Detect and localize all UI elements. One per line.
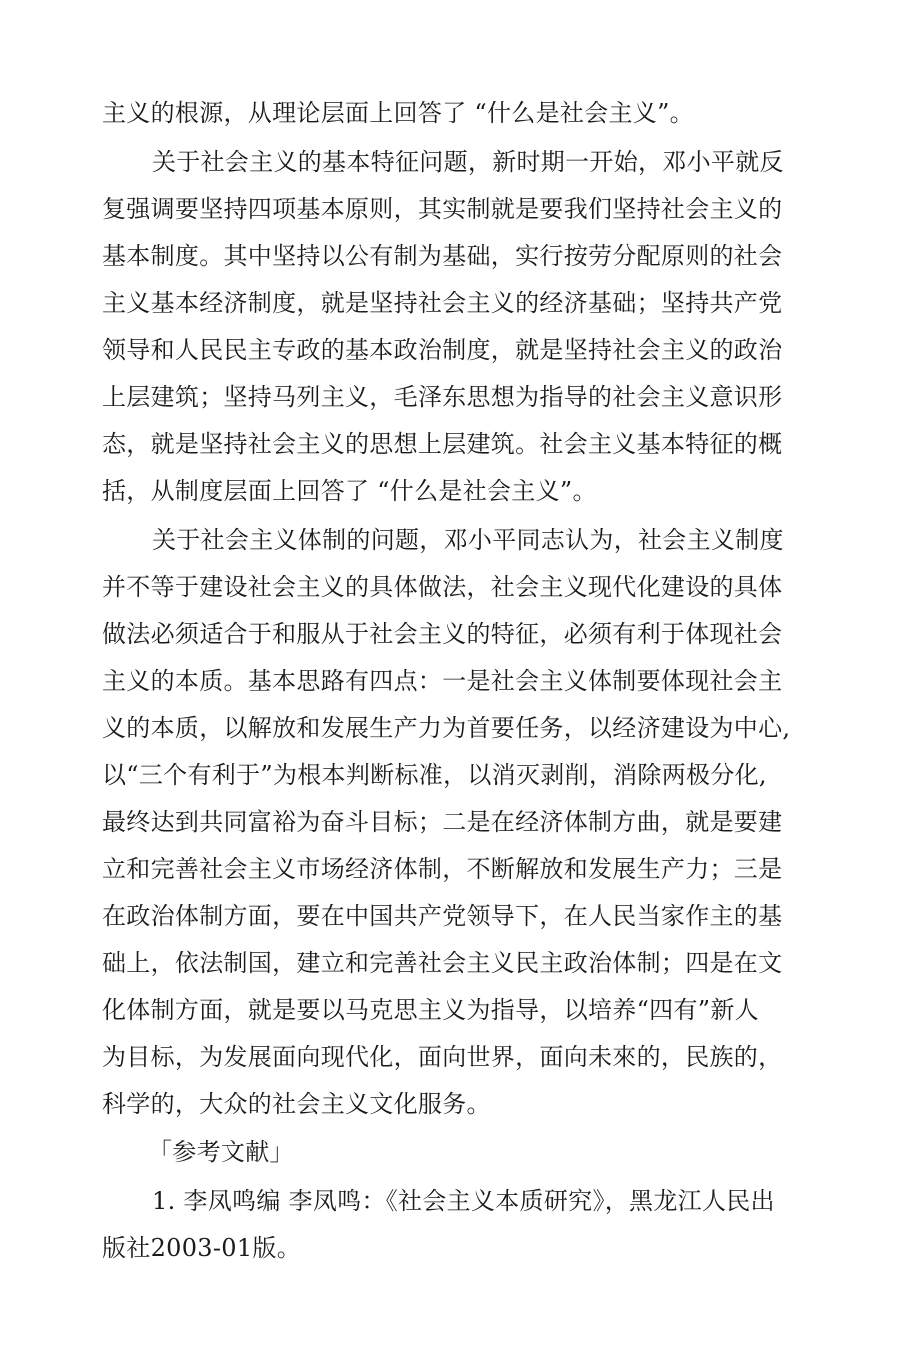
paragraph-3-line-4: 主义的本质。基本思路有四点：一是社会主义体制要体现社会主 — [102, 667, 783, 695]
paragraph-2-line-2: 复强调要坚持四项基本原则，其实制就是要我们坚持社会主义的 — [102, 195, 783, 223]
paragraph-1-line-1: 主义的根源，从理论层面上回答了 “什么是社会主义”。 — [102, 99, 694, 127]
paragraph-2-line-6: 上层建筑；坚持马列主义，毛泽东思想为指导的社会主义意识形 — [102, 383, 783, 411]
paragraph-2-line-3: 基本制度。其中坚持以公有制为基础，实行按劳分配原则的社会 — [102, 242, 783, 270]
paragraph-3-line-2: 并不等于建设社会主义的具体做法，社会主义现代化建设的具体 — [102, 573, 783, 601]
references-heading: 「参考文献」 — [148, 1138, 294, 1166]
paragraph-2-line-7: 态，就是坚持社会主义的思想上层建筑。社会主义基本特征的概 — [102, 430, 783, 458]
paragraph-3-line-3: 做法必须适合于和服从于社会主义的特征，必须有利于体现社会 — [102, 620, 783, 648]
paragraph-2-line-1: 关于社会主义的基本特征问题，新时期一开始，邓小平就反 — [152, 148, 784, 176]
paragraph-2-line-5: 领导和人民民主专政的基本政治制度，就是坚持社会主义的政治 — [102, 336, 783, 364]
paragraph-3-line-11: 化体制方面，就是要以马克思主义为指导，以培养“四有”新人 — [102, 996, 759, 1024]
reference-1-line-1: 1. 李凤鸣编 李凤鸣：《社会主义本质研究》，黑龙江人民出 — [152, 1187, 775, 1215]
paragraph-2-line-8: 括，从制度层面上回答了 “什么是社会主义”。 — [102, 477, 597, 505]
paragraph-3-line-13: 科学的，大众的社会主义文化服务。 — [102, 1090, 491, 1118]
paragraph-3-line-8: 立和完善社会主义市场经济体制，不断解放和发展生产力；三是 — [102, 855, 783, 883]
paragraph-3-line-6: 以“三个有利于”为根本判断标准，以消灭剥削，消除两极分化, — [102, 761, 767, 789]
paragraph-3-line-9: 在政治体制方面，要在中国共产党领导下，在人民当家作主的基 — [102, 902, 783, 930]
paragraph-2-line-4: 主义基本经济制度，就是坚持社会主义的经济基础；坚持共产党 — [102, 289, 783, 317]
paragraph-3-line-1: 关于社会主义体制的问题，邓小平同志认为，社会主义制度 — [152, 526, 784, 554]
paragraph-3-line-5: 义的本质，以解放和发展生产力为首要任务，以经济建设为中心, — [102, 714, 791, 742]
paragraph-3-line-7: 最终达到共同富裕为奋斗目标；二是在经济体制方曲，就是要建 — [102, 808, 783, 836]
reference-1-line-2: 版社2003-01版。 — [102, 1234, 302, 1262]
paragraph-3-line-12: 为目标，为发展面向现代化，面向世界，面向未來的，民族的， — [102, 1043, 783, 1071]
paragraph-3-line-10: 础上，依法制国，建立和完善社会主义民主政治体制；四是在文 — [102, 949, 783, 977]
